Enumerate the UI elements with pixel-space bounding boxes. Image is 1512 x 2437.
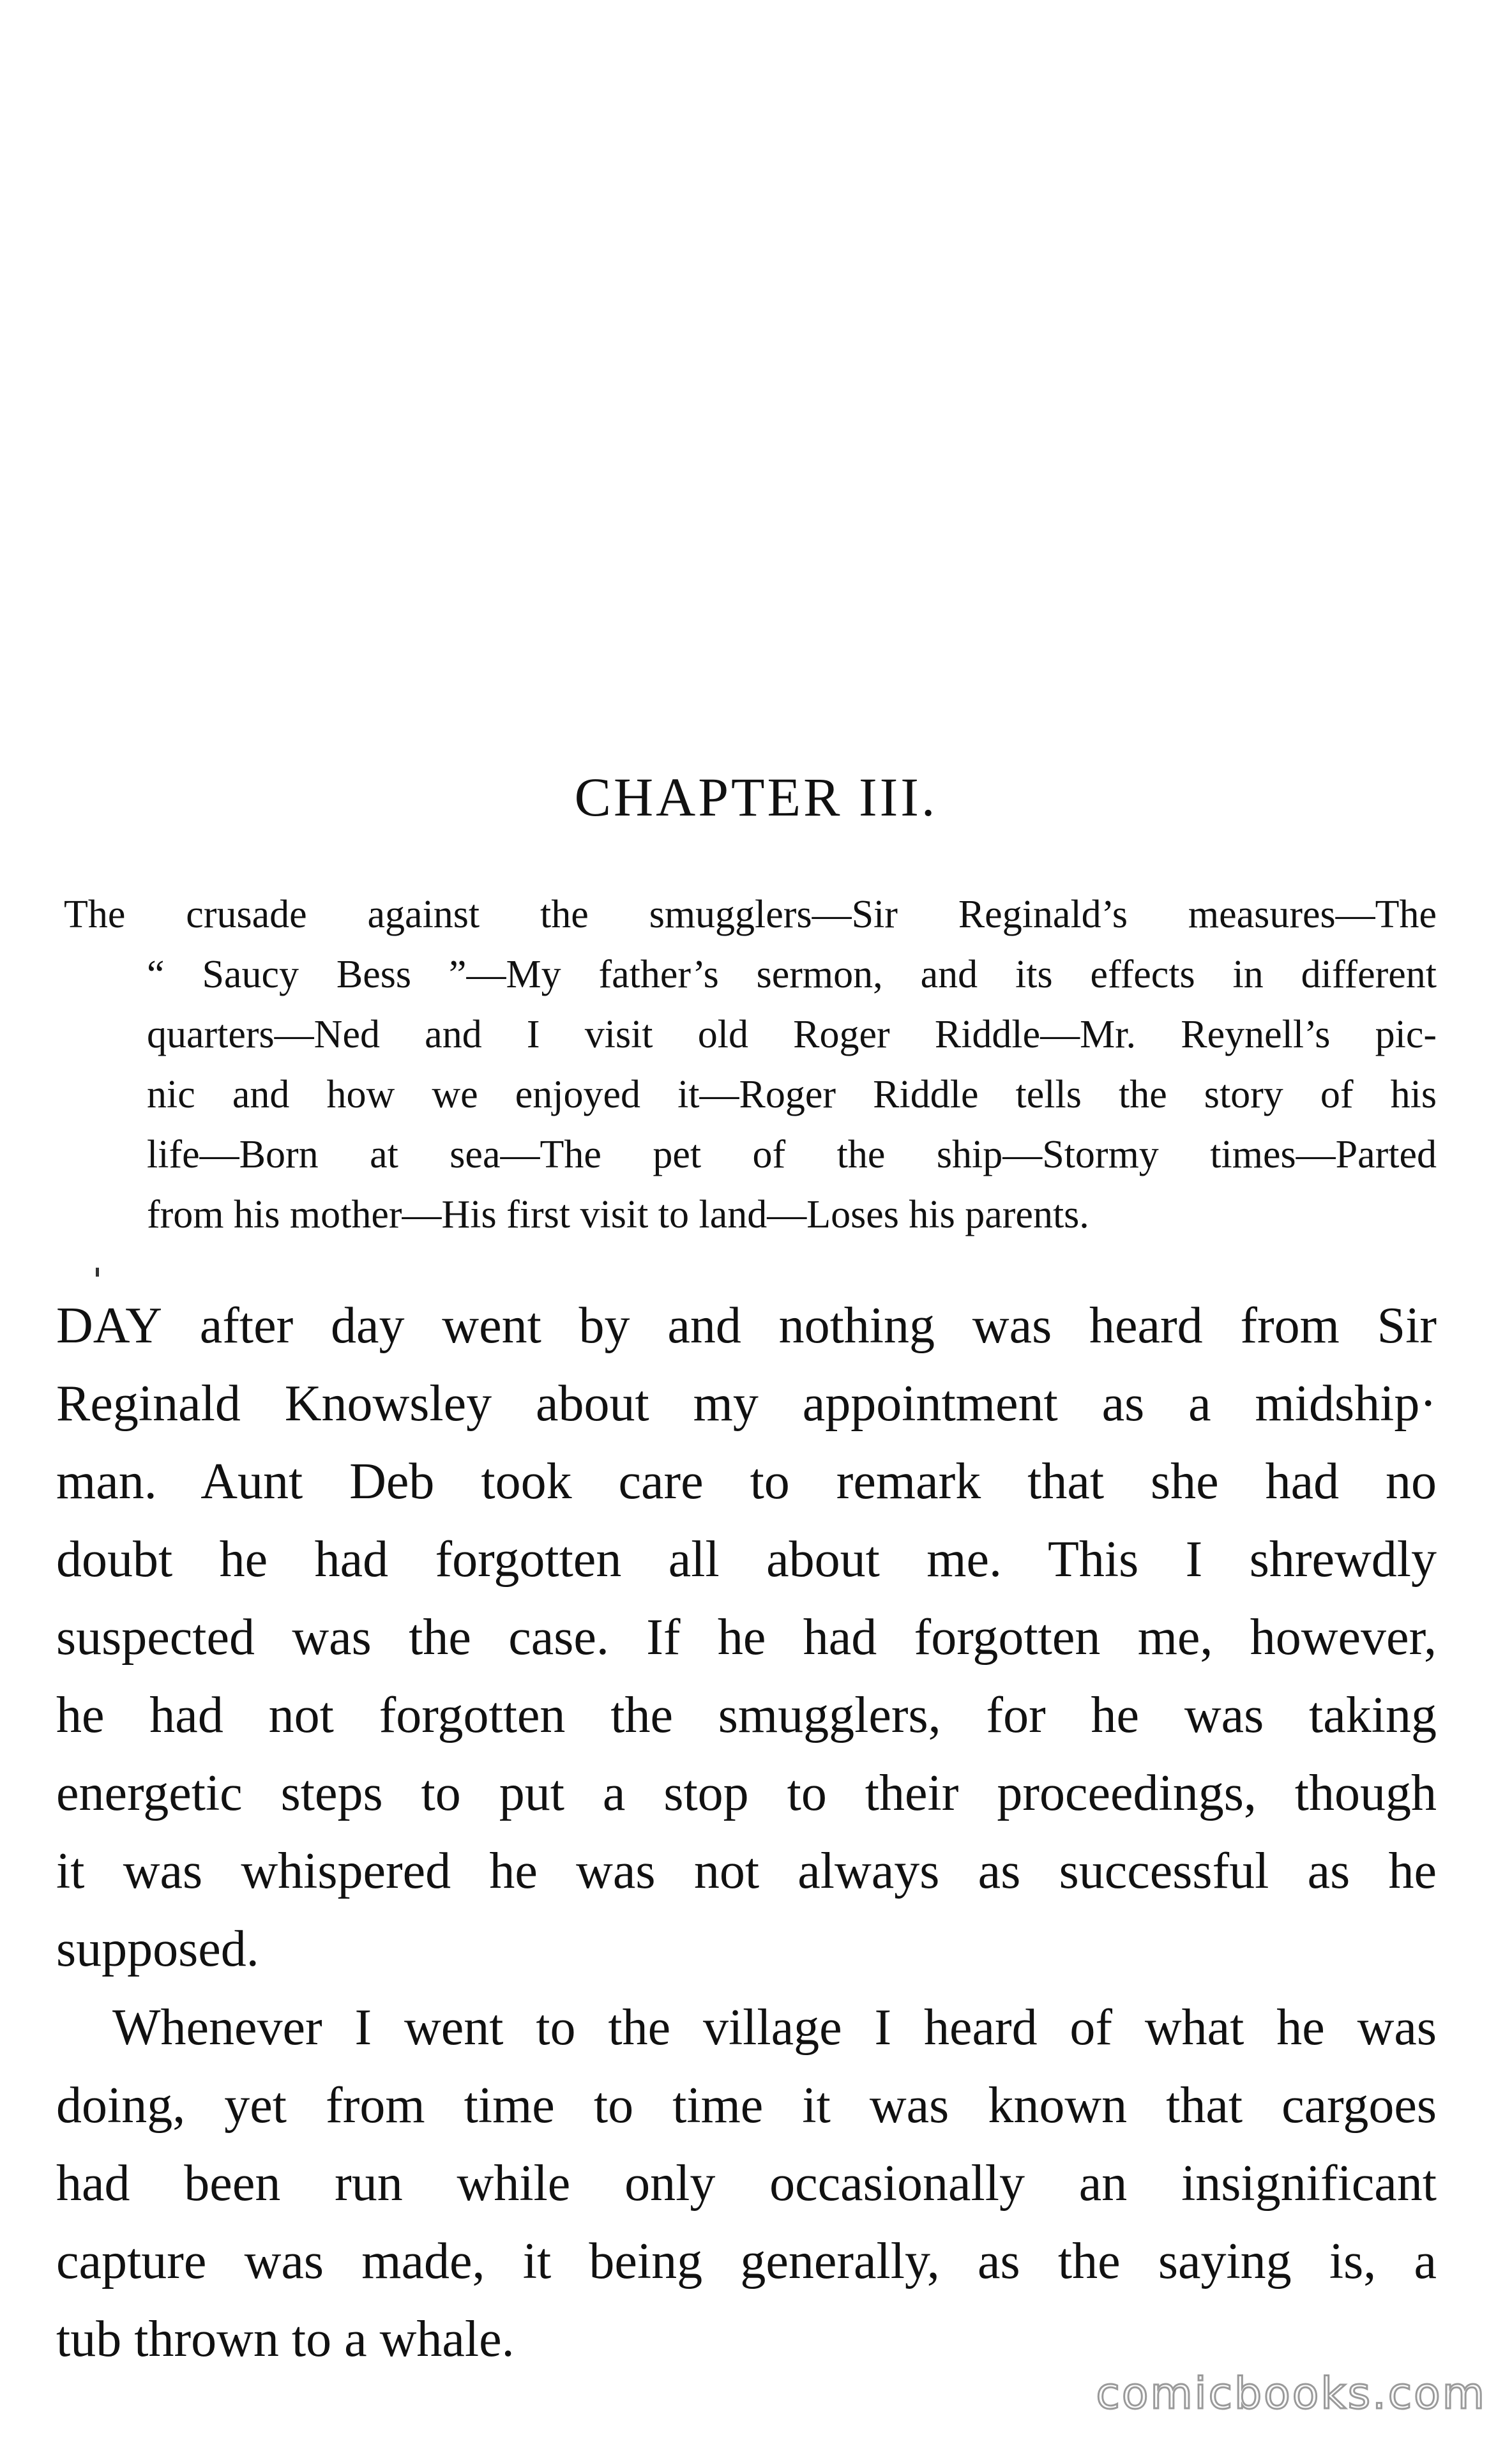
synopsis-line: life—Born at sea—The pet of the ship—Stormy times—Parted (147, 1133, 1437, 1176)
synopsis-line: quarters—Ned and I visit old Roger Riddle—Mr. Reynell’s pic- (147, 1013, 1437, 1056)
paragraph-line: had been run while only occasionally an insignificant (56, 2155, 1437, 2212)
drop-cap-word: DAY (56, 1298, 162, 1354)
synopsis-line: “ Saucy Bess ”—My father’s sermon, and its effects in different (147, 953, 1437, 996)
paragraph-line: Reginald Knowsley about my appointment as a midship· (56, 1376, 1437, 1432)
paragraph-line: it was whispered he was not always as successful as he (56, 1843, 1437, 1899)
synopsis-line: The crusade against the smugglers—Sir Reginald’s measures—The (64, 893, 1437, 936)
paragraph-line-text: after day went by and nothing was heard from Sir (162, 1298, 1437, 1354)
paragraph-2 (56, 1989, 1437, 2378)
paragraph-line: doubt he had forgotten all about me. This I shrewdly (56, 1531, 1437, 1588)
paragraph-1 (56, 1287, 1437, 1988)
print-speck (96, 1268, 99, 1277)
chapter-heading: CHAPTER III. (574, 766, 938, 828)
paragraph-line: he had not forgotten the smugglers, for he was taking (56, 1687, 1437, 1743)
synopsis-line: nic and how we enjoyed it—Roger Riddle tells the story of his (147, 1073, 1437, 1116)
paragraph-line: man. Aunt Deb took care to remark that she had no (56, 1454, 1437, 1510)
chapter-synopsis (64, 884, 1437, 1245)
paragraph-line: capture was made, it being generally, as the saying is, a (56, 2233, 1437, 2289)
paragraph-line (56, 1287, 1437, 1365)
paragraph-line: doing, yet from time to time it was known that cargoes (56, 2077, 1437, 2134)
paragraph-line: suspected was the case. If he had forgotten me, however, (56, 1609, 1437, 1666)
paragraph-line: energetic steps to put a stop to their proceedings, though (56, 1765, 1437, 1821)
paragraph-line: tub thrown to a whale. (56, 2311, 515, 2367)
watermark-logo: comicbooks.com (1096, 2369, 1486, 2419)
paragraph-line: supposed. (56, 1921, 259, 1977)
paragraph-line: Whenever I went to the village I heard of what he was (112, 2000, 1437, 2056)
synopsis-line: from his mother—His first visit to land—Loses his parents. (147, 1193, 1089, 1236)
